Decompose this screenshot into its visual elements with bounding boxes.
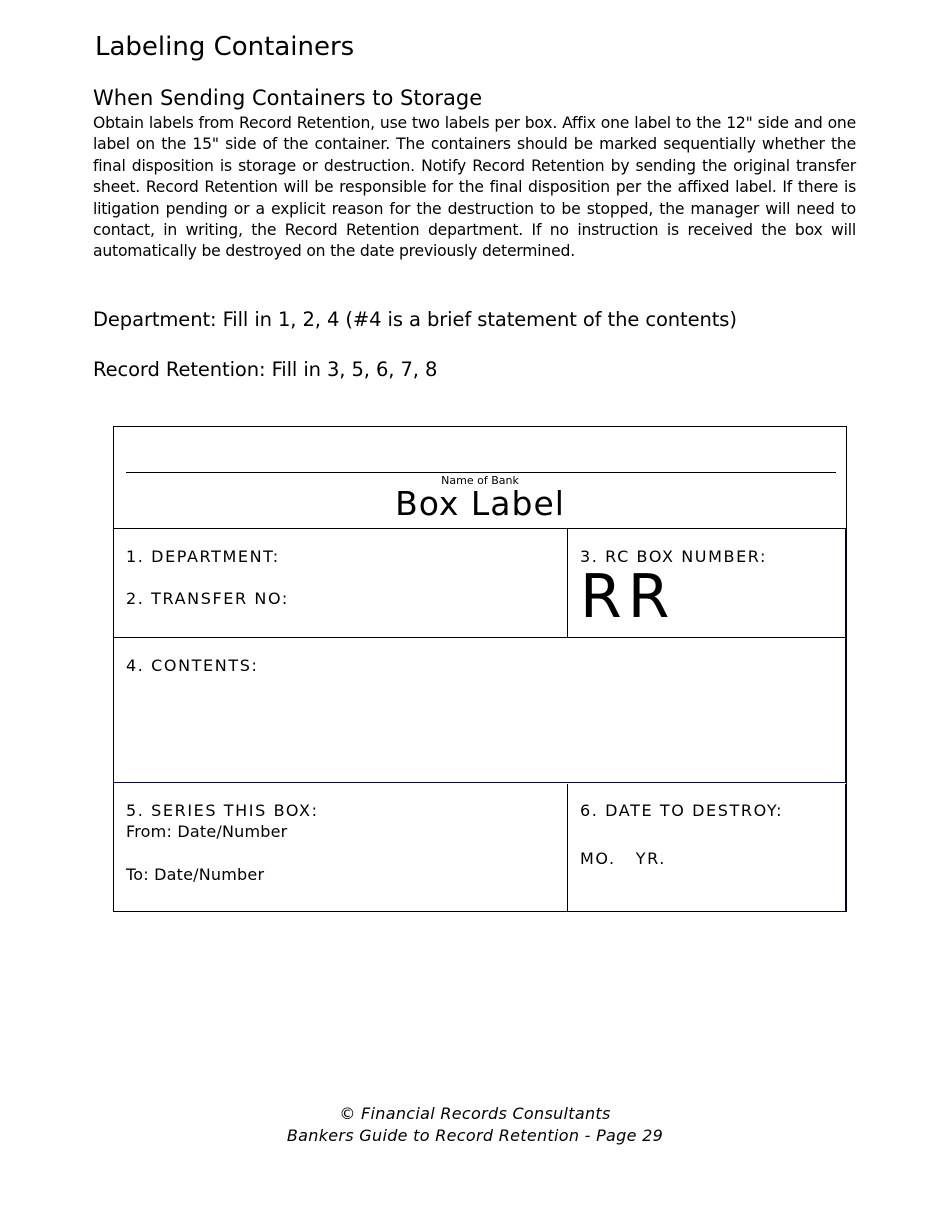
to-field: To: Date/Number — [126, 865, 265, 884]
series-field: 5. SERIES THIS BOX: — [126, 801, 319, 820]
department-cell — [114, 529, 568, 637]
label-row-department — [114, 529, 846, 638]
department-field: 1. DEPARTMENT: — [126, 547, 280, 566]
label-header — [114, 427, 846, 529]
department-instruction: Department: Fill in 1, 2, 4 (#4 is a brief statement of the contents) — [93, 308, 737, 331]
destroy-cell — [568, 784, 846, 912]
bank-name-line — [126, 472, 836, 473]
label-row-series — [114, 784, 846, 912]
transfer-no-field: 2. TRANSFER NO: — [126, 589, 289, 608]
rr-prefix: RR — [580, 562, 676, 632]
rc-box-number-field: 3. RC BOX NUMBER: — [580, 547, 768, 566]
from-field: From: Date/Number — [126, 822, 288, 841]
footer-copyright: © Financial Records Consultants — [339, 1104, 611, 1123]
box-label-form — [113, 426, 847, 912]
bank-name-caption: Name of Bank — [441, 474, 519, 487]
contents-cell — [114, 638, 846, 782]
record-retention-instruction: Record Retention: Fill in 3, 5, 6, 7, 8 — [93, 358, 438, 381]
date-to-destroy-field: 6. DATE TO DESTROY: — [580, 801, 784, 820]
series-cell — [114, 784, 568, 912]
label-row-contents — [114, 638, 846, 783]
box-label-title: Box Label — [395, 484, 565, 523]
section-heading: When Sending Containers to Storage — [93, 86, 483, 110]
instructions-paragraph: Obtain labels from Record Retention, use two labels per box. Affix one label to the 12" side and one label on the 15" side of the container. The containers should be marked sequentially whether the final disposition is storage or destruction. Notify Record Retention by sending the original transfer sheet. Record Retention will be responsible for the final disposition per the affixed label. If there is litigation pending or a explicit reason for the destruction to be stopped, the manager will need to contact, in writing, the Record Retention department. If no instruction is received the box will automatically be destroyed on the date previously determined. — [93, 114, 856, 261]
rc-box-cell — [568, 529, 846, 637]
contents-field: 4. CONTENTS: — [126, 656, 259, 675]
mo-yr-field: MO. YR. — [580, 849, 666, 868]
page-title: Labeling Containers — [95, 32, 355, 62]
footer-page: Bankers Guide to Record Retention - Page 29 — [286, 1126, 664, 1145]
